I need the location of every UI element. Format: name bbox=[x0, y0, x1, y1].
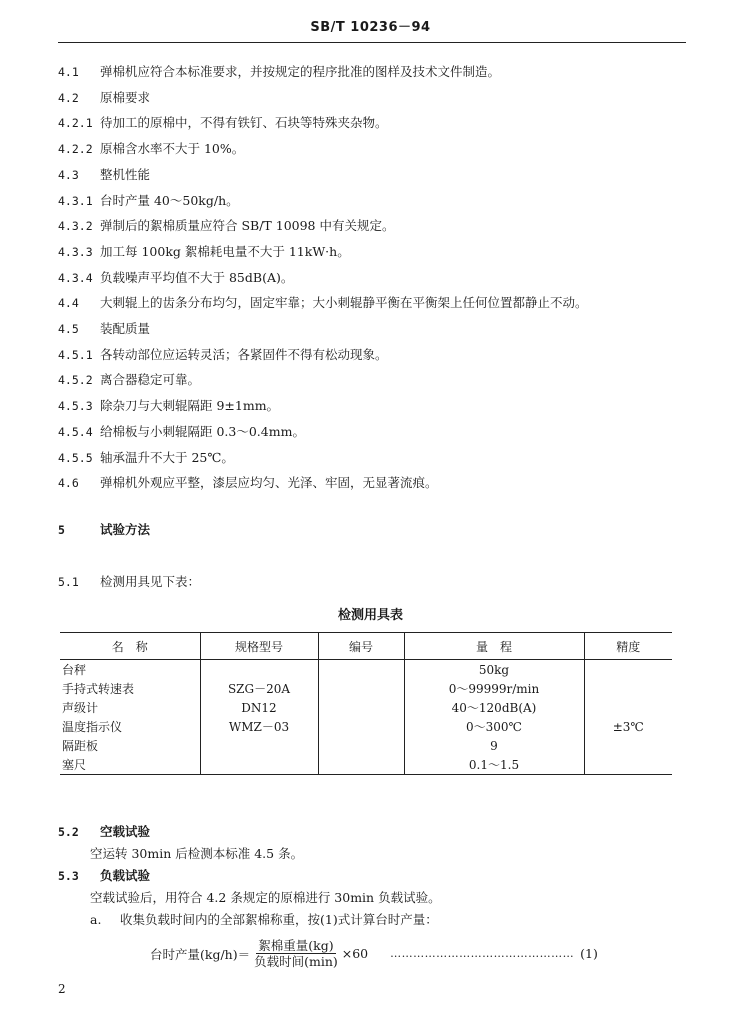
cell-range: 9 bbox=[404, 736, 584, 755]
col-header-serial: 编号 bbox=[318, 633, 404, 660]
clause-number: 5.3 bbox=[58, 869, 79, 883]
clause-number: 5.1 bbox=[58, 575, 79, 589]
cell-serial bbox=[318, 679, 404, 698]
clause-number: 4.5 bbox=[58, 322, 79, 336]
clause-line bbox=[58, 372, 200, 388]
cell-model: DN12 bbox=[200, 698, 318, 717]
cell-serial bbox=[318, 755, 404, 775]
table-header-row bbox=[60, 633, 672, 660]
table-row bbox=[60, 679, 672, 698]
list-item-a bbox=[90, 912, 438, 928]
col-header-model: 规格型号 bbox=[200, 633, 318, 660]
col-header-range: 量 程 bbox=[404, 633, 584, 660]
clause-text: 弹棉机应符合本标准要求，并按规定的程序批准的图样及技术文件制造。 bbox=[100, 64, 501, 79]
clause-line bbox=[58, 424, 305, 440]
clause-number: 4.2.1 bbox=[58, 116, 93, 131]
clause-line bbox=[58, 115, 388, 131]
cell-accuracy bbox=[584, 755, 672, 775]
clause-text: 弹制后的絮棉质量应符合 SB/T 10098 中有关规定。 bbox=[100, 218, 395, 234]
clause-text: 负载噪声平均值不大于 85dB(A)。 bbox=[100, 269, 294, 285]
clause-title: 负载试验 bbox=[100, 868, 151, 883]
clause-number: 4.4 bbox=[58, 296, 79, 311]
clause-number: 4.5.3 bbox=[58, 399, 93, 414]
clause-text: 给棉板与小刺辊隔距 0.3～0.4mm。 bbox=[100, 423, 305, 439]
clause-text: 原棉要求 bbox=[100, 89, 151, 105]
clause-text: 加工每 100kg 絮棉耗电量不大于 11kW·h。 bbox=[100, 243, 350, 259]
clause-5-1 bbox=[58, 574, 200, 590]
clause-number: 4.3.4 bbox=[58, 270, 93, 285]
clause-line bbox=[58, 193, 239, 209]
clause-line bbox=[58, 167, 150, 183]
clause-line bbox=[58, 347, 388, 363]
clause-text: 装配质量 bbox=[100, 321, 151, 336]
clause-number: 4.5.1 bbox=[58, 347, 93, 362]
instrument-table bbox=[60, 632, 672, 775]
clause-text: 弹棉机外观应平整，漆层应均匀、光泽、牢固，无显著流痕。 bbox=[100, 475, 438, 491]
clause-text: 台时产量 40～50kg/h。 bbox=[100, 192, 239, 208]
table-row bbox=[60, 698, 672, 717]
cell-accuracy bbox=[584, 736, 672, 755]
clause-line bbox=[58, 321, 150, 337]
clause-text: 检测用具见下表： bbox=[100, 574, 201, 589]
cell-model bbox=[200, 736, 318, 755]
clause-number: 4.3.1 bbox=[58, 193, 93, 208]
cell-name: 声级计 bbox=[62, 701, 99, 715]
formula-lhs: 台时产量(kg/h)＝ bbox=[150, 946, 251, 962]
cell-accuracy bbox=[584, 660, 672, 680]
cell-name: 温度指示仪 bbox=[62, 720, 123, 734]
clause-number: 4.5.2 bbox=[58, 373, 93, 388]
formula-leader-dots: ………………………………………… bbox=[390, 947, 575, 960]
clause-line bbox=[58, 90, 150, 106]
cell-range: 0.1～1.5 bbox=[404, 755, 584, 775]
clause-number: 4.1 bbox=[58, 65, 79, 79]
clause-number: 4.5.4 bbox=[58, 424, 93, 439]
clause-number: 4.3 bbox=[58, 167, 79, 182]
clause-line bbox=[58, 141, 244, 157]
page-header: SB/T 10236－94 bbox=[310, 20, 431, 35]
formula-denominator: 负载时间(min) bbox=[254, 954, 338, 969]
cell-range: 50kg bbox=[404, 660, 584, 680]
clause-text: 原棉含水率不大于 10%。 bbox=[100, 141, 245, 157]
clause-line bbox=[58, 270, 293, 286]
table-row bbox=[60, 736, 672, 755]
clause-number: 4.2 bbox=[58, 90, 79, 105]
clause-number: 5.2 bbox=[58, 825, 79, 839]
table-row bbox=[60, 755, 672, 775]
clause-5-3-heading bbox=[58, 868, 150, 884]
section-title: 试验方法 bbox=[100, 522, 151, 537]
clause-number: 4.5.5 bbox=[58, 450, 93, 465]
cell-model bbox=[200, 660, 318, 680]
cell-range: 0～300℃ bbox=[404, 717, 584, 736]
clause-line bbox=[58, 244, 350, 260]
table-title: 检测用具表 bbox=[337, 608, 403, 623]
item-text: 收集负载时间内的全部絮棉称重，按(1)式计算台时产量： bbox=[120, 912, 438, 927]
equation-number: (1) bbox=[580, 946, 598, 961]
clause-line bbox=[58, 295, 588, 311]
formula-fraction bbox=[252, 938, 340, 969]
clause-text: 整机性能 bbox=[100, 166, 151, 182]
cell-accuracy: ±3℃ bbox=[584, 717, 672, 736]
cell-serial bbox=[318, 698, 404, 717]
section-number: 5 bbox=[58, 523, 65, 537]
clause-5-2-heading bbox=[58, 824, 150, 840]
clause-line bbox=[58, 64, 500, 80]
col-header-accuracy: 精度 bbox=[584, 633, 672, 660]
clause-text: 离合器稳定可靠。 bbox=[100, 372, 201, 388]
clause-title: 空载试验 bbox=[100, 824, 151, 839]
clause-5-3-body: 空载试验后，用符合 4.2 条规定的原棉进行 30min 负载试验。 bbox=[90, 890, 441, 905]
page-number: 2 bbox=[58, 982, 66, 996]
cell-serial bbox=[318, 717, 404, 736]
formula-multiplier: ×60 bbox=[341, 946, 369, 961]
cell-model bbox=[200, 755, 318, 775]
table-body bbox=[60, 660, 672, 775]
clause-text: 大刺辊上的齿条分布均匀，固定牢靠；大小刺辊静平衡在平衡架上任何位置都静止不动。 bbox=[100, 295, 588, 311]
table-row bbox=[60, 717, 672, 736]
cell-range: 40～120dB(A) bbox=[404, 698, 584, 717]
header-rule bbox=[58, 42, 686, 43]
formula-numerator: 絮棉重量(kg) bbox=[258, 938, 334, 953]
clause-number: 4.3.2 bbox=[58, 219, 93, 234]
cell-model: SZG－20A bbox=[200, 679, 318, 698]
clause-line bbox=[58, 450, 234, 466]
cell-accuracy bbox=[584, 679, 672, 698]
item-label: a. bbox=[90, 912, 102, 927]
cell-range: 0～99999r/min bbox=[404, 679, 584, 698]
production-formula bbox=[150, 938, 598, 969]
cell-accuracy bbox=[584, 698, 672, 717]
clause-text: 待加工的原棉中，不得有铁钉、石块等特殊夹杂物。 bbox=[100, 115, 388, 131]
clause-number: 4.3.3 bbox=[58, 244, 93, 259]
table-row bbox=[60, 660, 672, 680]
cell-name: 隔距板 bbox=[62, 739, 99, 753]
section-5-heading bbox=[58, 522, 150, 538]
clause-text: 轴承温升不大于 25℃。 bbox=[100, 449, 234, 465]
cell-name: 手持式转速表 bbox=[62, 682, 135, 696]
clause-text: 各转动部位应运转灵活；各紧固件不得有松动现象。 bbox=[100, 346, 388, 362]
clause-number: 4.2.2 bbox=[58, 142, 93, 157]
cell-name: 台秤 bbox=[62, 663, 87, 677]
col-header-name: 名 称 bbox=[60, 633, 200, 660]
clause-line bbox=[58, 398, 279, 414]
cell-name: 塞尺 bbox=[60, 755, 200, 775]
clause-number: 4.6 bbox=[58, 476, 79, 491]
clause-5-2-body: 空运转 30min 后检测本标准 4.5 条。 bbox=[90, 846, 304, 861]
clause-line bbox=[58, 218, 394, 234]
clause-text: 除杂刀与大刺辊隔距 9±1mm。 bbox=[100, 398, 280, 414]
cell-serial bbox=[318, 660, 404, 680]
cell-model: WMZ－03 bbox=[200, 717, 318, 736]
cell-serial bbox=[318, 736, 404, 755]
clause-line bbox=[58, 475, 438, 491]
